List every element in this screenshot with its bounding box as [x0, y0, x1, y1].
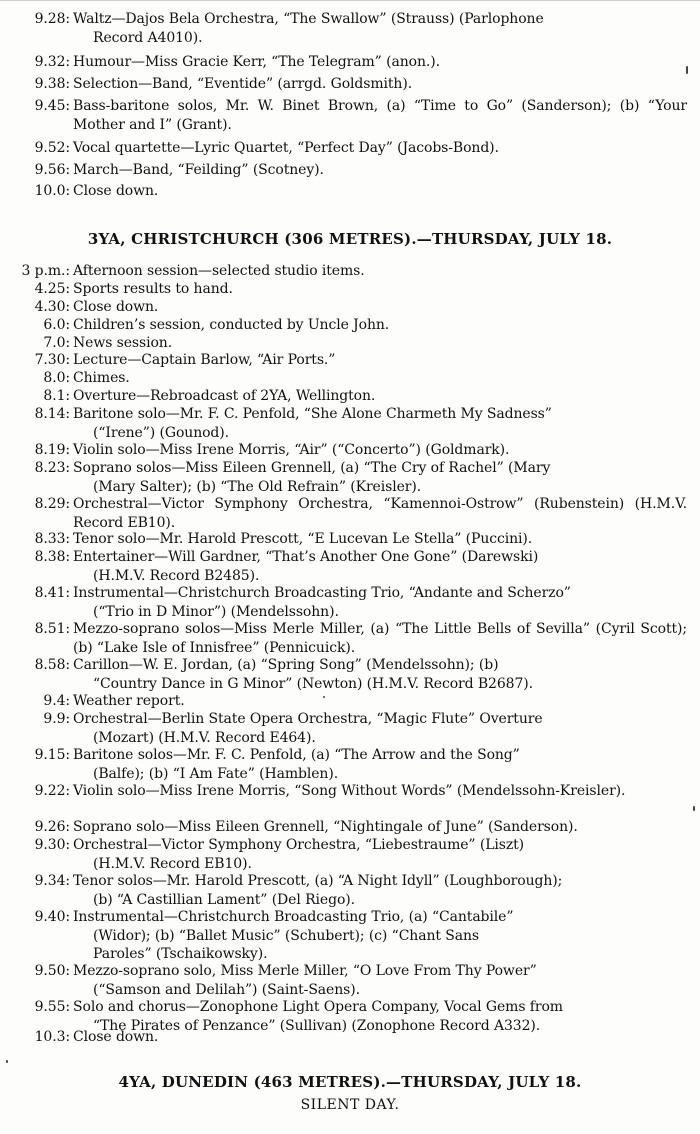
programme-entry — [20, 387, 690, 406]
entry-line: “The Pirates of Penzance” (Sullivan) (Zonophone Record A332). — [93, 1017, 541, 1034]
entry-description — [73, 334, 687, 353]
entry-time: 9.32: — [34, 54, 70, 70]
entry-time: 8.51: — [34, 621, 70, 637]
programme-entry — [20, 818, 690, 837]
entry-line: Record A4010). — [93, 29, 203, 46]
entry-time: 3 p.m.: — [21, 263, 70, 279]
entry-line: Children’s session, conducted by Uncle John. — [73, 317, 390, 333]
entry-description — [73, 836, 687, 873]
entry-line: Baritone solos—Mr. F. C. Penfold, (a) “The Arrow and the Song” — [73, 747, 520, 763]
entry-description — [73, 262, 687, 281]
entry-line: Mezzo-soprano solo, Miss Merle Miller, “O Love From Thy Power” — [73, 963, 537, 979]
entry-line: Paroles” (Tschaikowsky). — [93, 946, 268, 963]
entry-description — [73, 872, 687, 909]
entry-time: 9.40: — [34, 909, 70, 925]
entry-time: 9.45: — [34, 98, 70, 114]
station-heading-4ya: 4YA, DUNEDIN (463 METRES).—THURSDAY, JULY 18. — [118, 1073, 582, 1091]
entry-line: Close down. — [73, 299, 159, 315]
entry-time: 8.58: — [34, 657, 70, 673]
top-edge-rule — [0, 0, 700, 1]
entry-time: 6.0: — [43, 317, 70, 333]
entry-line: Bass-baritone solos, Mr. W. Binet Brown, (a) “Time to Go” (Sanderson); (b) “Your Mother and I” (Grant). — [73, 98, 687, 133]
entry-time: 9.50: — [34, 963, 70, 979]
programme-entry — [20, 962, 690, 999]
entry-line: Lecture—Captain Barlow, “Air Ports.” — [73, 352, 336, 368]
entry-description — [73, 548, 687, 585]
entry-description — [73, 298, 687, 317]
entry-line: (Widor); (b) “Ballet Music” (Schubert); (c) “Chant Sans — [93, 927, 480, 944]
entry-description — [73, 161, 687, 180]
entry-description — [73, 441, 687, 460]
entry-line: Orchestral—Victor Symphony Orchestra, “Liebestraume” (Liszt) — [73, 837, 525, 853]
entry-description — [73, 692, 687, 711]
programme-entry — [20, 405, 690, 442]
entry-line: Solo and chorus—Zonophone Light Opera Company, Vocal Gems from — [73, 999, 563, 1015]
entry-description — [73, 656, 687, 693]
entry-line: Violin solo—Miss Irene Morris, “Song Without Words” (Mendelssohn-Kreisler). — [73, 783, 626, 799]
entry-line: Soprano solos—Miss Eileen Grennell, (a) “The Cry of Rachel” (Mary — [73, 460, 551, 476]
entry-line: News session. — [73, 335, 173, 351]
entry-line: Violin solo—Miss Irene Morris, “Air” (“Concerto”) (Goldmark). — [73, 442, 510, 458]
programme-entry — [20, 10, 690, 47]
programme-entry — [20, 656, 690, 693]
entry-line: (H.M.V. Record EB10). — [93, 855, 252, 872]
programme-entry — [20, 97, 690, 134]
entry-line: (“Trio in D Minor”) (Mendelssohn). — [93, 603, 339, 620]
programme-entry — [20, 872, 690, 909]
programme-entry — [20, 334, 690, 353]
entry-time: 10.3: — [34, 1029, 70, 1045]
entry-time: 8.19: — [34, 442, 70, 458]
programme-entry — [20, 351, 690, 370]
entry-line: Instrumental—Christchurch Broadcasting Trio, “Andante and Scherzo” — [73, 585, 571, 601]
programme-entry — [20, 262, 690, 281]
entry-description — [73, 75, 687, 94]
print-speck — [323, 696, 325, 698]
entry-description — [73, 405, 687, 442]
entry-line: Humour—Miss Gracie Kerr, “The Telegram” (anon.). — [73, 54, 440, 70]
entry-description — [73, 1028, 687, 1047]
entry-line: Tenor solo—Mr. Harold Prescott, “E Lucevan Le Stella” (Puccini). — [73, 531, 533, 547]
programme-entry — [20, 620, 690, 657]
programme-entry — [20, 495, 690, 532]
entry-line: (H.M.V. Record B2485). — [93, 567, 260, 584]
entry-time: 9.15: — [34, 747, 70, 763]
programme-entry — [20, 369, 690, 388]
entry-line: (Mozart) (H.M.V. Record E464). — [93, 729, 316, 746]
entry-time: 8.1: — [43, 388, 70, 404]
programme-entry — [20, 710, 690, 747]
entry-description — [73, 620, 687, 657]
entry-description — [73, 316, 687, 335]
entry-line: Close down. — [73, 1029, 159, 1045]
entry-time: 9.52: — [34, 140, 70, 156]
entry-line: Orchestral—Victor Symphony Orchestra, “Kamennoi-Ostrow” (Rubenstein) (H.M.V. Record EB10). — [73, 496, 687, 531]
entry-description — [73, 746, 687, 783]
entry-line: Chimes. — [73, 370, 130, 386]
entry-time: 8.29: — [34, 496, 70, 512]
programme-entry — [20, 1028, 690, 1047]
entry-line: Baritone solo—Mr. F. C. Penfold, “She Alone Charmeth My Sadness” — [73, 406, 552, 422]
entry-line: Mezzo-soprano solos—Miss Merle Miller, (a) “The Little Bells of Sevilla” (Cyril Scott); (b) “Lake Isle of Innisfree” (Pennicuick). — [73, 621, 687, 656]
programme-entry — [20, 53, 690, 72]
programme-entry — [20, 316, 690, 335]
entry-line: (b) “A Castillian Lament” (Del Riego). — [93, 891, 356, 908]
entry-description — [73, 53, 687, 72]
entry-description — [73, 182, 687, 201]
entry-line: (Balfe); (b) “I Am Fate” (Hamblen). — [93, 765, 339, 782]
entry-description — [73, 387, 687, 406]
entry-line: (“Irene”) (Gounod). — [93, 424, 230, 441]
print-speck — [693, 806, 695, 811]
entry-description — [73, 369, 687, 388]
programme-entry — [20, 548, 690, 585]
entry-time: 9.4: — [43, 693, 70, 709]
programme-entry — [20, 298, 690, 317]
entry-line: Orchestral—Berlin State Opera Orchestra, “Magic Flute” Overture — [73, 711, 543, 727]
entry-time: 8.38: — [34, 549, 70, 565]
entry-time: 9.9: — [43, 711, 70, 727]
programme-entry — [20, 441, 690, 460]
entry-description — [73, 908, 687, 964]
entry-time: 9.38: — [34, 76, 70, 92]
programme-entry — [20, 75, 690, 94]
entry-description — [73, 818, 687, 837]
programme-entry — [20, 692, 690, 711]
entry-description — [73, 584, 687, 621]
programme-entry — [20, 530, 690, 549]
entry-description — [73, 459, 687, 496]
programme-entry — [20, 459, 690, 496]
entry-time: 9.30: — [34, 837, 70, 853]
programme-entry — [20, 746, 690, 783]
entry-line: (“Samson and Delilah”) (Saint-Saens). — [93, 981, 360, 998]
entry-line: Close down. — [73, 183, 159, 199]
entry-line: Soprano solo—Miss Eileen Grennell, “Nightingale of June” (Sanderson). — [73, 819, 578, 835]
entry-time: 8.33: — [34, 531, 70, 547]
print-speck — [686, 66, 688, 74]
entry-description — [73, 710, 687, 747]
entry-time: 9.34: — [34, 873, 70, 889]
entry-time: 9.28: — [34, 11, 70, 27]
programme-entry — [20, 584, 690, 621]
entry-line: March—Band, “Feilding” (Scotney). — [73, 162, 324, 178]
entry-line: Instrumental—Christchurch Broadcasting Trio, (a) “Cantabile” — [73, 909, 514, 925]
programme-entry — [20, 908, 690, 964]
entry-description — [73, 280, 687, 299]
entry-description — [73, 782, 687, 801]
programme-entry — [20, 182, 690, 201]
entry-line: Selection—Band, “Eventide” (arrgd. Goldsmith). — [73, 76, 413, 92]
entry-time: 9.55: — [34, 999, 70, 1015]
entry-time: 8.41: — [34, 585, 70, 601]
entry-description — [73, 10, 687, 47]
programme-entry — [20, 782, 690, 801]
entry-line: Carillon—W. E. Jordan, (a) “Spring Song” (Mendelssohn); (b) — [73, 657, 499, 673]
entry-line: Afternoon session—selected studio items. — [73, 263, 365, 279]
station-heading-3ya: 3YA, CHRISTCHURCH (306 METRES).—THURSDAY, JULY 18. — [87, 230, 613, 248]
programme-entry — [20, 161, 690, 180]
entry-description — [73, 351, 687, 370]
entry-time: 8.23: — [34, 460, 70, 476]
entry-line: Vocal quartette—Lyric Quartet, “Perfect Day” (Jacobs-Bond). — [73, 140, 499, 156]
entry-time: 10.0: — [34, 183, 70, 199]
entry-time: 7.0: — [43, 335, 70, 351]
entry-time: 4.25: — [34, 281, 70, 297]
entry-line: (Mary Salter); (b) “The Old Refrain” (Kreisler). — [93, 478, 422, 495]
entry-line: Tenor solos—Mr. Harold Prescott, (a) “A Night Idyll” (Loughborough); — [73, 873, 563, 889]
entry-description — [73, 495, 687, 532]
entry-line: Weather report. — [73, 693, 185, 709]
station-subheading-4ya: SILENT DAY. — [300, 1097, 400, 1113]
entry-line: Overture—Rebroadcast of 2YA, Wellington. — [73, 388, 376, 404]
entry-time: 8.0: — [43, 370, 70, 386]
entry-line: Sports results to hand. — [73, 281, 233, 297]
entry-line: “Country Dance in G Minor” (Newton) (H.M.V. Record B2687). — [93, 675, 533, 692]
entry-time: 8.14: — [34, 406, 70, 422]
entry-description — [73, 530, 687, 549]
entry-time: 7.30: — [34, 352, 70, 368]
programme-entry — [20, 280, 690, 299]
entry-description — [73, 962, 687, 999]
entry-description — [73, 139, 687, 158]
programme-entry — [20, 836, 690, 873]
entry-description — [73, 97, 687, 134]
entry-time: 4.30: — [34, 299, 70, 315]
entry-time: 9.22: — [34, 783, 70, 799]
entry-line: Waltz—Dajos Bela Orchestra, “The Swallow” (Strauss) (Parlophone — [73, 11, 544, 27]
print-speck — [6, 1060, 8, 1063]
entry-time: 9.56: — [34, 162, 70, 178]
programme-entry — [20, 139, 690, 158]
entry-line: Entertainer—Will Gardner, “That’s Another One Gone” (Darewski) — [73, 549, 539, 565]
entry-time: 9.26: — [34, 819, 70, 835]
